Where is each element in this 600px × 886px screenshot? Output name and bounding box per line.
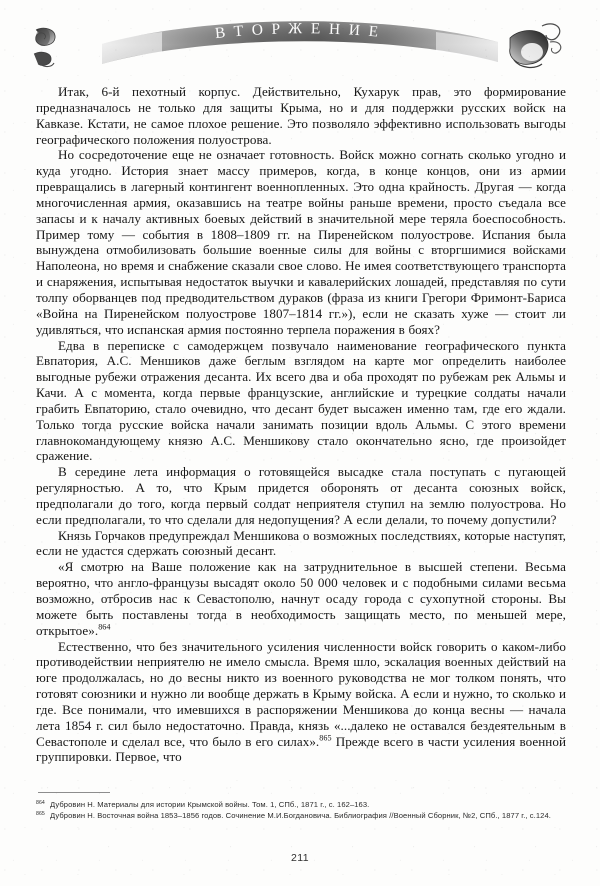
paragraph-4: В середине лета информация о готовящейся высадке стала поступать с пугающей регулярностью. А то, что Крым придется оборонять от десанта союзных войск, предполагали до того, когда первый солдат неприятеля ступил на землю полуострова. Но если предполагали, то что сделали для недопущения? А если делали, то почему допустили?: [36, 464, 566, 527]
footnote-ref-865[interactable]: 865: [319, 733, 332, 743]
scroll-ornament-left: [22, 20, 92, 82]
paragraph-2: Но сосредоточение еще не означает готовность. Войск можно согнать сколько угодно и куда угодно. История знает массу примеров, когда, в конце концов, они из армии превращались в лагерный контингент военнопленных. Это одна крайность. Другая — когда многочисленная армия, оказавшись на театре войны раньше времени, просто съедала все запасы и к началу активных боевых действий в значительной мере теряла боеспособность. Пример тому — события в 1808–1809 гг. на Пиренейском полуострове. Испания была вынуждена отмобилизовать большие военные силы для войны с вторгшимися войсками Наполеона, но время и снабжение сказали свое слово. Не имея соответствующего транспорта и снаряжения, испытывая недостаток выучки и кавалерийских лошадей, представляя по сути толпу оборванцев под предводительством дураков (фраза из книги Грегори Фримонт-Бариса «Война на Пиренейском полуострове 1807–1814 гг.»), если не сказать хуже — стоит ли удивляться, что испанская армия постоянно терпела поражения в боях?: [36, 147, 566, 337]
paragraph-1: Итак, 6-й пехотный корпус. Действительно, Кухарук прав, это формирование предназначалось не только для защиты Крыма, но и для поддержки русских войск на Кавказе. Кстати, не самое плохое решение. Это позволяло эффективно использовать выгоды географического положения полуострова.: [36, 84, 566, 147]
footnote-number: 865: [36, 810, 45, 817]
footnote-ref-864[interactable]: 864: [98, 622, 111, 632]
body-text: [36, 84, 566, 765]
scroll-ornament-right: [500, 16, 570, 78]
paragraph-5: Князь Горчаков предупреждал Меншикова о возможных последствиях, которые наступят, если не удастся сдержать союзный десант.: [36, 527, 566, 559]
chapter-title-text: ВТОРЖЕНИЕ: [214, 20, 388, 43]
chapter-header: [0, 6, 600, 82]
footnote-separator: [38, 792, 110, 793]
chapter-title-banner: [100, 18, 500, 74]
footnote-text: Дубровин Н. Материалы для истории Крымской войны. Том. 1, СПб., 1871 г., с. 162–163.: [50, 800, 370, 809]
footnote-text: Дубровин Н. Восточная война 1853–1856 годов. Сочинение М.И.Богдановича. Библиография //Военный Сборник, №2, СПб., 1877 г., с.124.: [50, 810, 551, 820]
page-number: 211: [291, 852, 309, 864]
footnote-item: [36, 811, 566, 821]
footnotes-block: [36, 792, 566, 821]
footnote-item: [36, 800, 566, 810]
footnote-number: 864: [36, 800, 45, 806]
paragraph-after-quote: [36, 639, 566, 766]
quote-text: «Я смотрю на Ваше положение как на затруднительное в высшей степени. Весьма вероятно, что англо-французы высадят около 50 000 человек и с подобными силами весьма возможно, отбросив нас к Севастополю, начнут осаду города с сухопутной стороны. Вы можете быть поставлены тогда в необходимость защищать место, по меньшей мере, открытое».: [36, 559, 566, 638]
paragraph-3: Едва в переписке с самодержцем позвучало наименование географического пункта Евпатория, А.С. Меншиков даже беглым взглядом на карте мог определить наиболее выгодные рубежи отражения десанта. Их всего два и оба проходят по рубежам рек Альмы и Качи. А с момента, когда первые французские, английские и турецкие солдаты начали грабить Евпаторию, стало очевидно, что десант будет высажен именно там, где его ждали. Только тогда русские войска начали занимать позиции вдоль Альмы. С этого времени главнокомандующему князю А.С. Меншикову стало окончательно ясно, где произойдет сражение.: [36, 337, 566, 464]
paragraph-quote: [36, 559, 566, 638]
paragraph-after-quote-text: Естественно, что без значительного усиления численности войск говорить о каком-либо противодействии неприятелю не имело смысла. Время шло, эскалация военных действий на юге продолжалась, но до весны никто из военного руководства не мог толком понять, что готовят союзники и нужно ли вообще держать в Крыму войска. А если и нужно, то сколько и где. Все понимали, что имевшихся в распоряжении Меншикова до конца весны — начала лета 1854 г. сил было недостаточно. Правда, князь «...далеко не оставался бездеятельным в Севастополе и сделал все, что было в его силах».: [36, 638, 566, 749]
paragraph-after-quote-tail: Прежде всего в части усиления военной группировки. Первое, что: [36, 733, 567, 765]
